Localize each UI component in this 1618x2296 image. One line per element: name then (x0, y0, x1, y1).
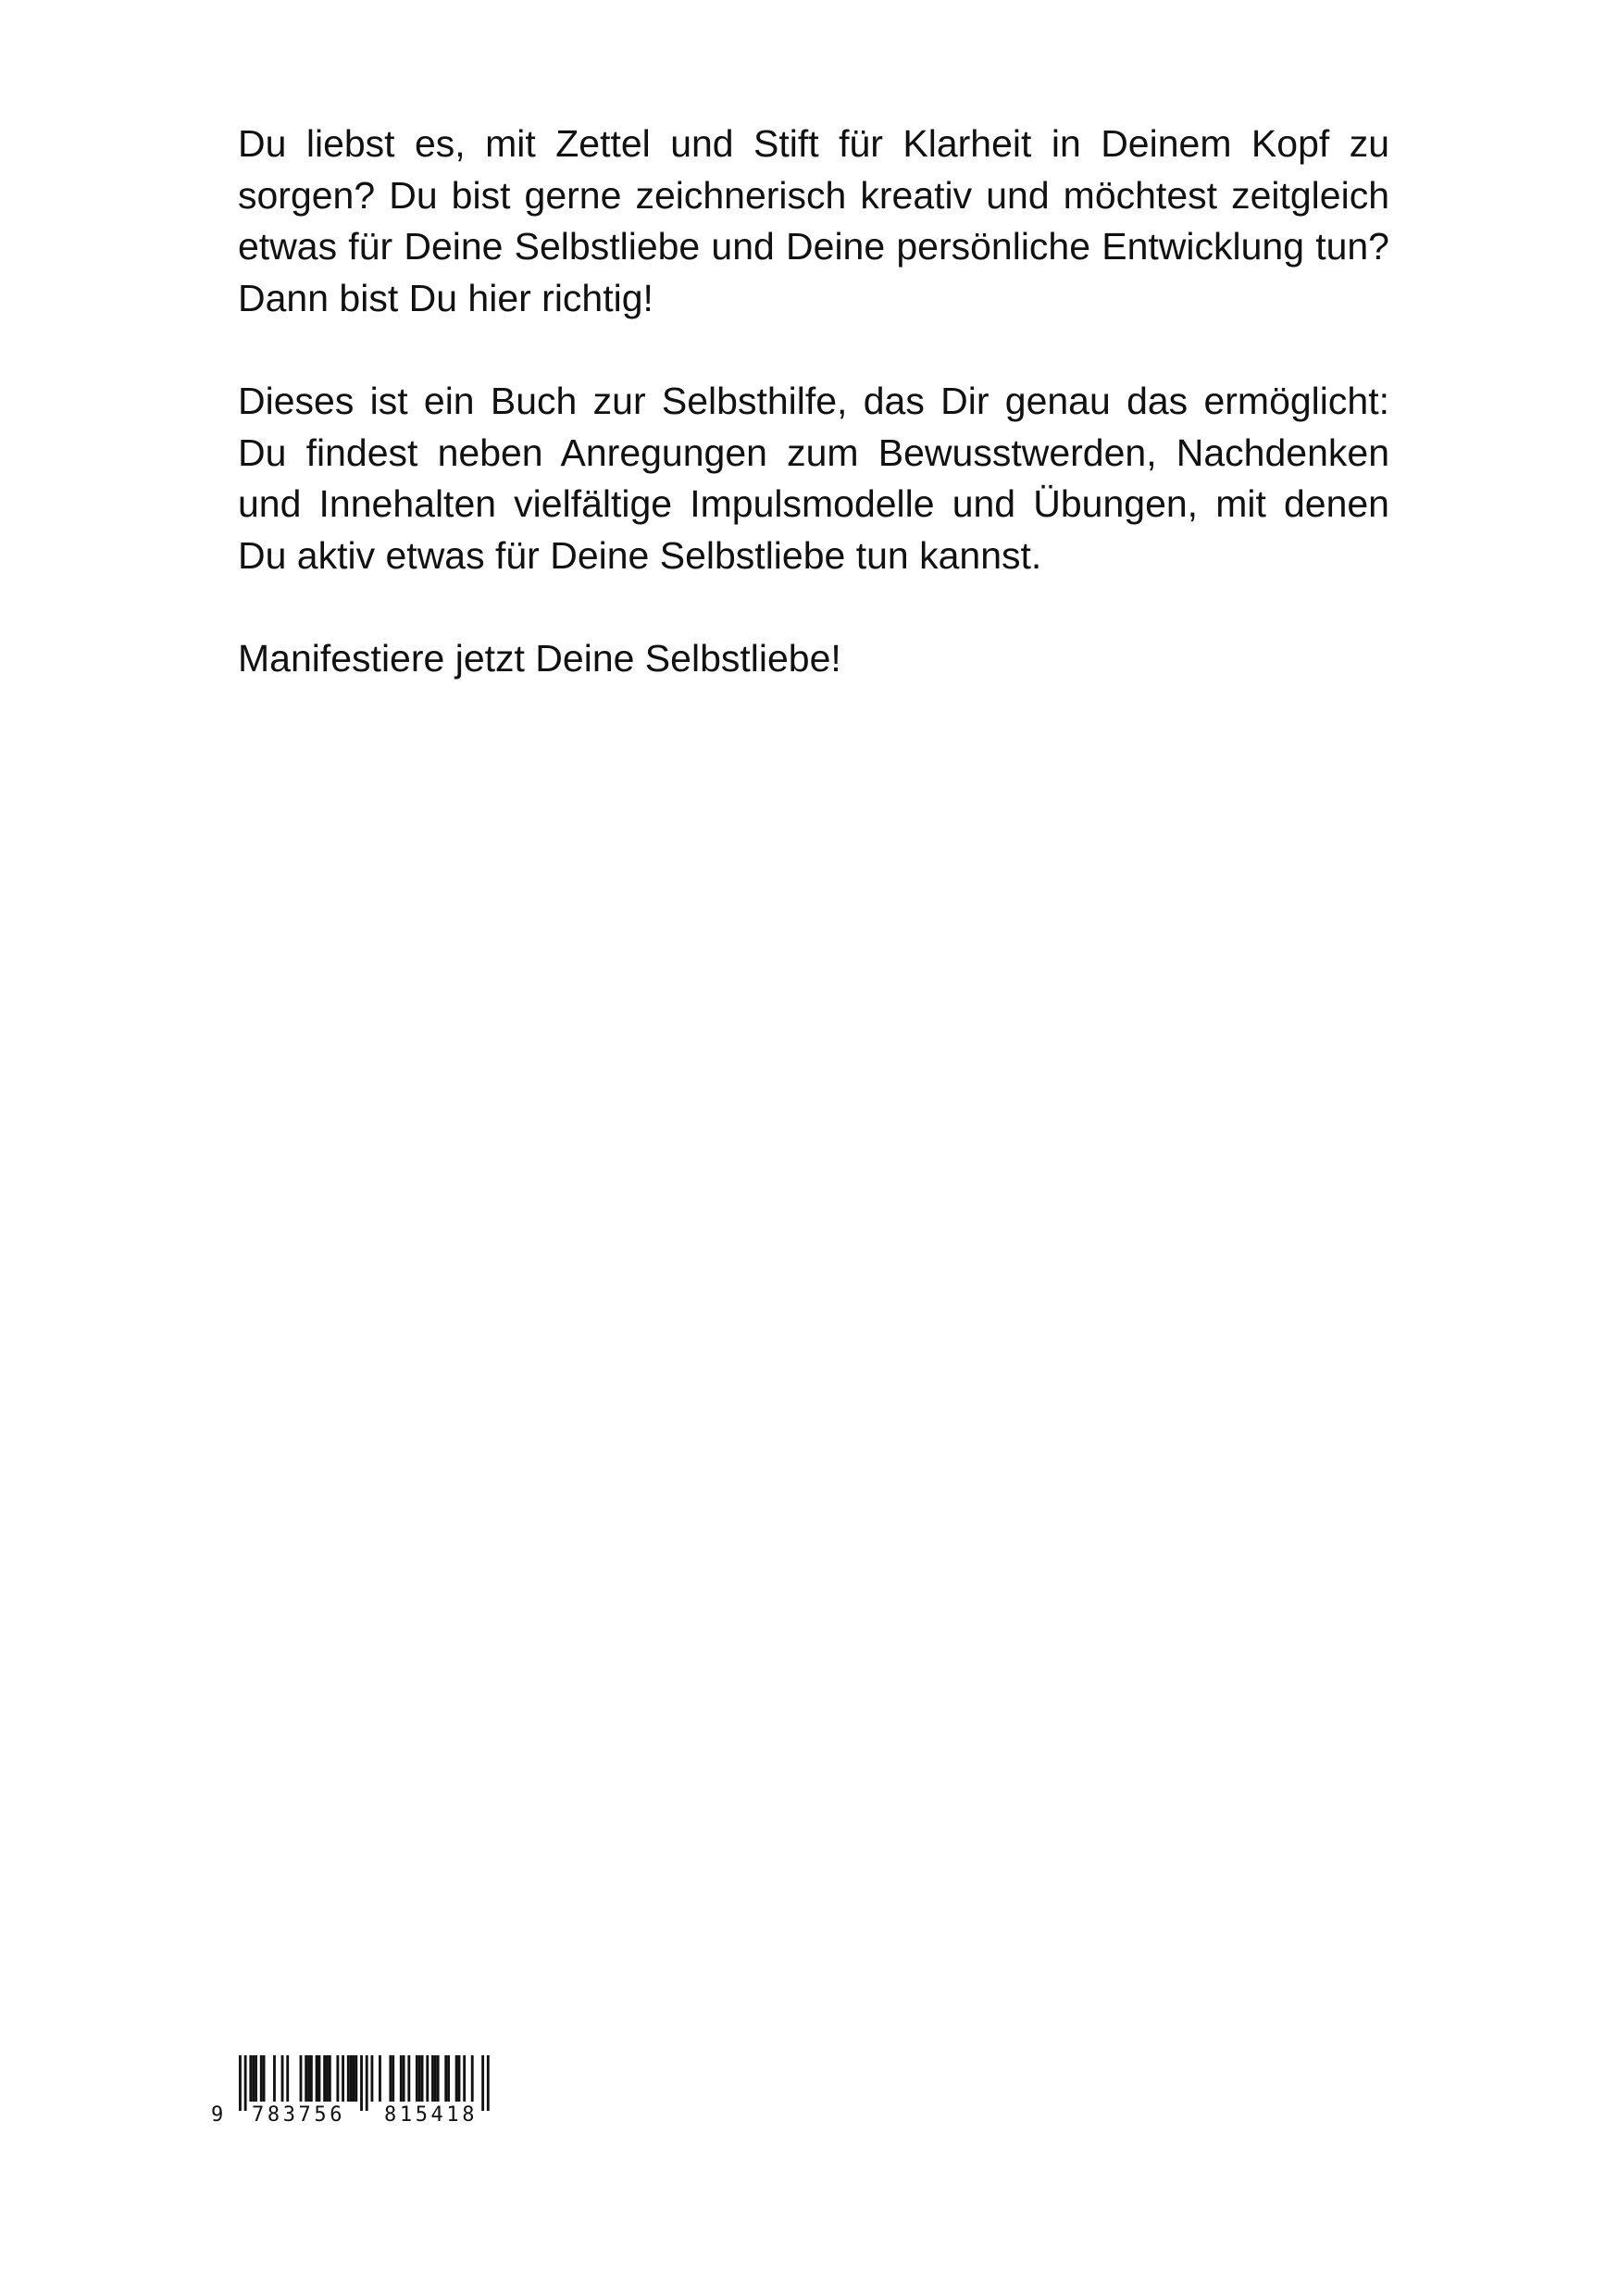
barcode-bar-0 (239, 2055, 242, 2111)
barcode-bar-12 (307, 2055, 310, 2102)
barcode-bar-42 (447, 2055, 450, 2102)
barcode-bar-8 (281, 2055, 284, 2102)
barcode-bar-26 (366, 2055, 368, 2111)
blurb-paragraph-3: Manifestiere jetzt Deine Selbstliebe! (238, 637, 841, 680)
barcode-bar-31 (400, 2055, 403, 2102)
barcode-bar-4 (255, 2055, 257, 2102)
barcode-bar-18 (329, 2055, 331, 2102)
barcode-bar-5 (260, 2055, 263, 2102)
barcode-bar-40 (437, 2055, 440, 2102)
isbn-barcode (211, 2053, 517, 2128)
barcode-bar-41 (444, 2055, 447, 2102)
barcode-bar-45 (463, 2055, 466, 2102)
barcode-bar-25 (360, 2055, 363, 2111)
barcode-bar-28 (379, 2055, 381, 2102)
back-cover-blurb (238, 119, 1389, 685)
barcode-bar-23 (353, 2055, 355, 2102)
barcode-bar-2 (249, 2055, 252, 2102)
blurb-paragraph-2: Dieses ist ein Buch zur Selbsthilfe, das Dir genau das ermöglicht: Du findest neben Anregungen zum Bewusstwerden, Nachdenken und Innehalten vielfältige Impulsmodelle und Übungen, mit denen Du aktiv etwas für Deine Selbstliebe tun kannst. (238, 380, 1389, 577)
barcode-digit-first: 9 (211, 2103, 227, 2127)
barcode-bar-21 (347, 2055, 350, 2102)
barcode-bar-10 (300, 2055, 303, 2102)
barcode-bar-38 (431, 2055, 434, 2102)
barcode-bar-15 (318, 2055, 321, 2102)
blurb-paragraph-1: Du liebst es, mit Zettel und Stift für Klarheit in Deinem Kopf zu sorgen? Du bist gerne zeichnerisch kreativ und möchtest zeitgleich etwas für Deine Selbstliebe und Deine persönliche Entwicklung tun? Dann bist Du hier richtig! (238, 122, 1389, 319)
barcode-bar-39 (434, 2055, 437, 2102)
barcode-bar-19 (336, 2055, 339, 2102)
barcode-bar-46 (471, 2055, 474, 2102)
barcode-bar-22 (350, 2055, 353, 2102)
barcode-bar-30 (392, 2055, 394, 2102)
barcode-bar-14 (316, 2055, 318, 2102)
barcode-bar-11 (305, 2055, 307, 2102)
barcode-bar-1 (244, 2055, 247, 2111)
barcode-bar-34 (416, 2055, 418, 2102)
barcode-bar-48 (487, 2055, 490, 2111)
barcode-bar-33 (407, 2055, 410, 2102)
barcode-bar-3 (252, 2055, 255, 2102)
barcode-bar-47 (481, 2055, 484, 2111)
barcode-digits-left: 783756 (252, 2103, 346, 2127)
barcode-bar-16 (323, 2055, 326, 2102)
barcode-bar-27 (371, 2055, 374, 2102)
barcode-bar-13 (310, 2055, 313, 2102)
barcode-bar-9 (286, 2055, 289, 2102)
barcode-bar-17 (326, 2055, 329, 2102)
barcode-bar-36 (421, 2055, 424, 2102)
barcode-bar-35 (418, 2055, 421, 2102)
barcode-bar-43 (455, 2055, 458, 2102)
barcode-digits-right: 815418 (384, 2103, 479, 2127)
barcode-bar-7 (273, 2055, 276, 2102)
barcode-bar-24 (355, 2055, 357, 2102)
barcode-bar-32 (403, 2055, 405, 2102)
barcode-bar-6 (263, 2055, 266, 2102)
barcode-bar-20 (342, 2055, 344, 2102)
barcode-bar-44 (458, 2055, 461, 2102)
barcode-bar-37 (426, 2055, 429, 2102)
barcode-bar-29 (389, 2055, 392, 2102)
